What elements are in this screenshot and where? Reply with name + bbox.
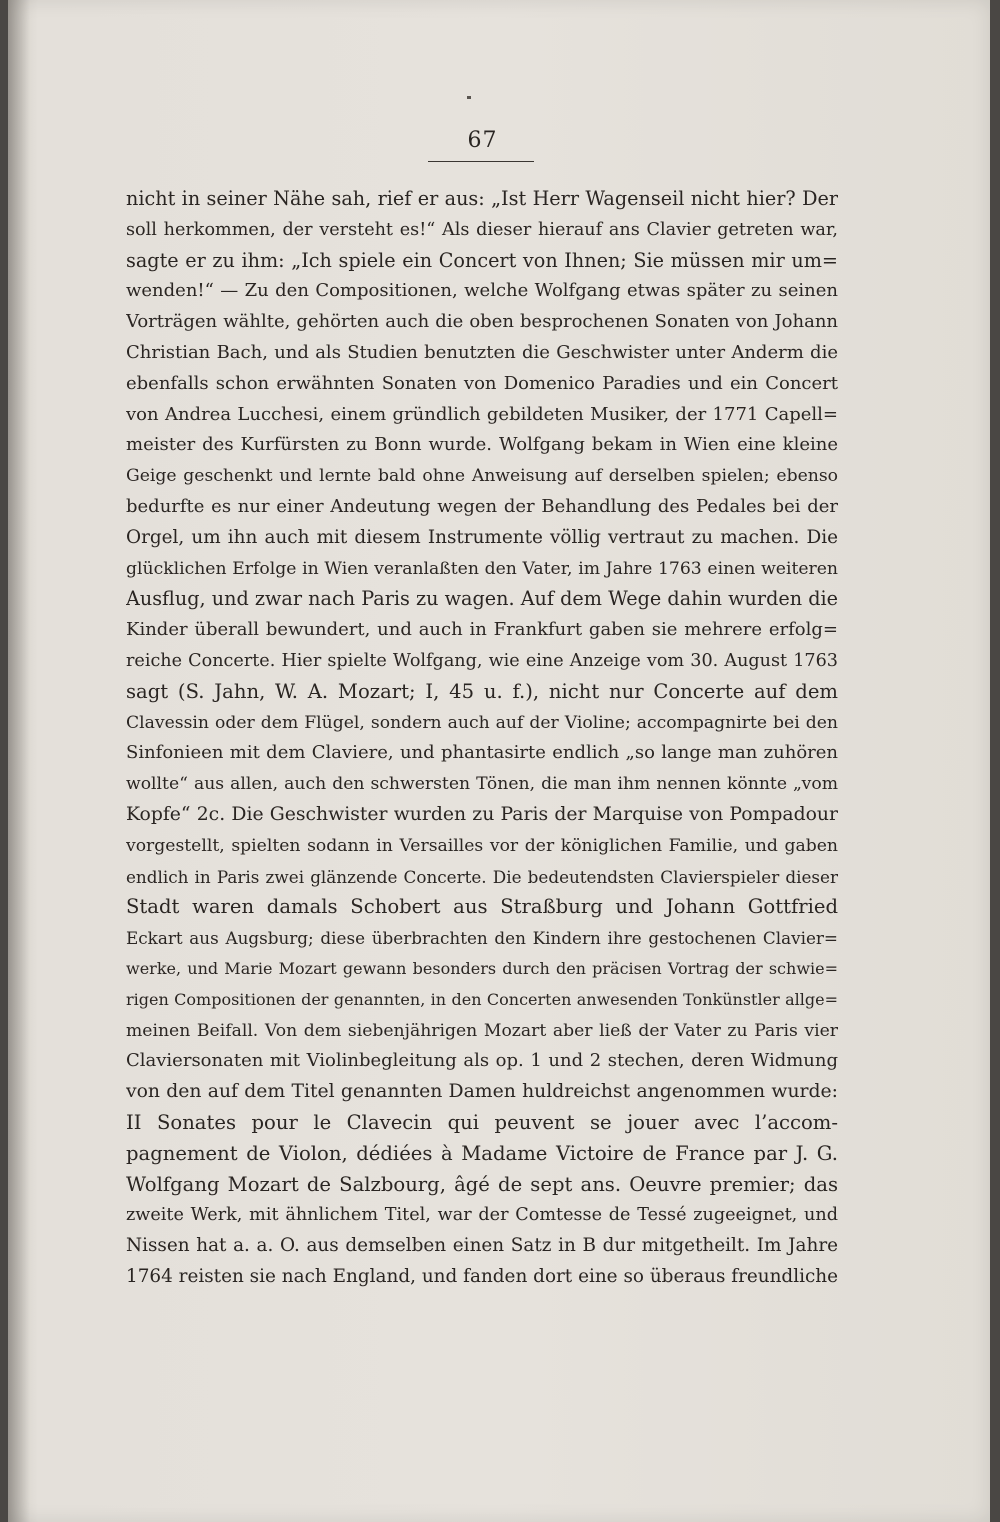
text-line: soll herkommen, der versteht es!“ Als dieser hierauf ans Clavier getreten war, xyxy=(126,219,838,240)
text-line: sagte er zu ihm: „Ich spiele ein Concert von Ihnen; Sie müssen mir um= xyxy=(126,248,838,272)
text-line: werke, und Marie Mozart gewann besonders durch den präcisen Vortrag der schwie= xyxy=(126,958,838,978)
text-line: Geige geschenkt und lernte bald ohne Anweisung auf derselben spielen; ebenso xyxy=(126,466,838,487)
text-line: bedurfte es nur einer Andeutung wegen der Behandlung des Pedales bei der xyxy=(126,495,838,517)
text-line: glücklichen Erfolge in Wien veranlaßten den Vater, im Jahre 1763 einen weiteren xyxy=(126,558,838,579)
text-line: Eckart aus Augsburg; diese überbrachten den Kindern ihre gestochenen Clavier= xyxy=(126,928,838,949)
header-rule xyxy=(428,161,534,162)
text-line: reiche Concerte. Hier spielte Wolfgang, wie eine Anzeige vom 30. August 1763 xyxy=(126,650,838,671)
text-line: ebenfalls schon erwähnten Sonaten von Domenico Paradies und ein Concert xyxy=(126,372,838,394)
text-line: Vorträgen wählte, gehörten auch die oben besprochenen Sonaten von Johann xyxy=(126,311,838,333)
text-line: Kopfe“ 2c. Die Geschwister wurden zu Paris der Marquise von Pompadour xyxy=(126,803,838,825)
text-line: Kinder überall bewundert, und auch in Frankfurt gaben sie mehrere erfolg= xyxy=(126,619,838,641)
text-line: Claviersonaten mit Violinbegleitung als op. 1 und 2 stechen, deren Widmung xyxy=(126,1050,838,1072)
text-line: pagnement de Violon, dédiées à Madame Victoire de France par J. G. xyxy=(126,1141,838,1165)
text-line: II Sonates pour le Clavecin qui peuvent se jouer avec l’accom- xyxy=(126,1110,838,1134)
text-line: vorgestellt, spielten sodann in Versailles vor der königlichen Familie, und gaben xyxy=(126,835,838,856)
text-line: wollte“ aus allen, auch den schwersten Tönen, die man ihm nennen könnte „vom xyxy=(126,774,838,795)
text-line: Clavessin oder dem Flügel, sondern auch auf der Violine; accompagnirte bei den xyxy=(126,712,838,733)
text-line: Sinfonieen mit dem Claviere, und phantasirte endlich „so lange man zuhören xyxy=(126,742,838,764)
text-line: sagt (S. Jahn, W. A. Mozart; I, 45 u. f.), nicht nur Concerte auf dem xyxy=(126,679,838,703)
text-line: von den auf dem Titel genannten Damen huldreichst angenommen wurde: xyxy=(126,1081,838,1103)
text-line: nicht in seiner Nähe sah, rief er aus: „Ist Herr Wagenseil nicht hier? Der xyxy=(126,187,838,210)
page-number: 67 xyxy=(467,128,498,153)
text-line: Wolfgang Mozart de Salzbourg, âgé de sept ans. Oeuvre premier; das xyxy=(126,1172,838,1196)
printer-mark xyxy=(467,96,471,99)
text-line: Christian Bach, und als Studien benutzten die Geschwister unter Anderm die xyxy=(126,341,838,363)
text-line: 1764 reisten sie nach England, und fanden dort eine so überaus freundliche xyxy=(126,1265,838,1287)
text-line: meister des Kurfürsten zu Bonn wurde. Wolfgang bekam in Wien eine kleine xyxy=(126,434,838,456)
text-line: Ausflug, und zwar nach Paris zu wagen. Auf dem Wege dahin wurden die xyxy=(126,587,838,611)
text-line: zweite Werk, mit ähnlichem Titel, war der Comtesse de Tessé zugeeignet, und xyxy=(126,1205,838,1226)
text-line: meinen Beifall. Von dem siebenjährigen Mozart aber ließ der Vater zu Paris vier xyxy=(126,1020,838,1041)
text-line: Stadt waren damals Schobert aus Straßburg und Johann Gottfried xyxy=(126,895,838,919)
text-line: wenden!“ — Zu den Compositionen, welche Wolfgang etwas später zu seinen xyxy=(126,280,838,302)
body-text xyxy=(126,184,838,1293)
text-line: Orgel, um ihn auch mit diesem Instrumente völlig vertraut zu machen. Die xyxy=(126,526,838,548)
text-line: endlich in Paris zwei glänzende Concerte. Die bedeutendsten Clavierspieler dieser xyxy=(126,866,838,887)
text-line: Nissen hat a. a. O. aus demselben einen Satz in B dur mitgetheilt. Im Jahre xyxy=(126,1235,838,1257)
text-line: rigen Compositionen der genannten, in den Concerten anwesenden Tonkünstler allge= xyxy=(126,989,838,1009)
text-line: von Andrea Lucchesi, einem gründlich gebildeten Musiker, der 1771 Capell= xyxy=(126,403,838,425)
page-spine-shadow xyxy=(8,0,30,1522)
